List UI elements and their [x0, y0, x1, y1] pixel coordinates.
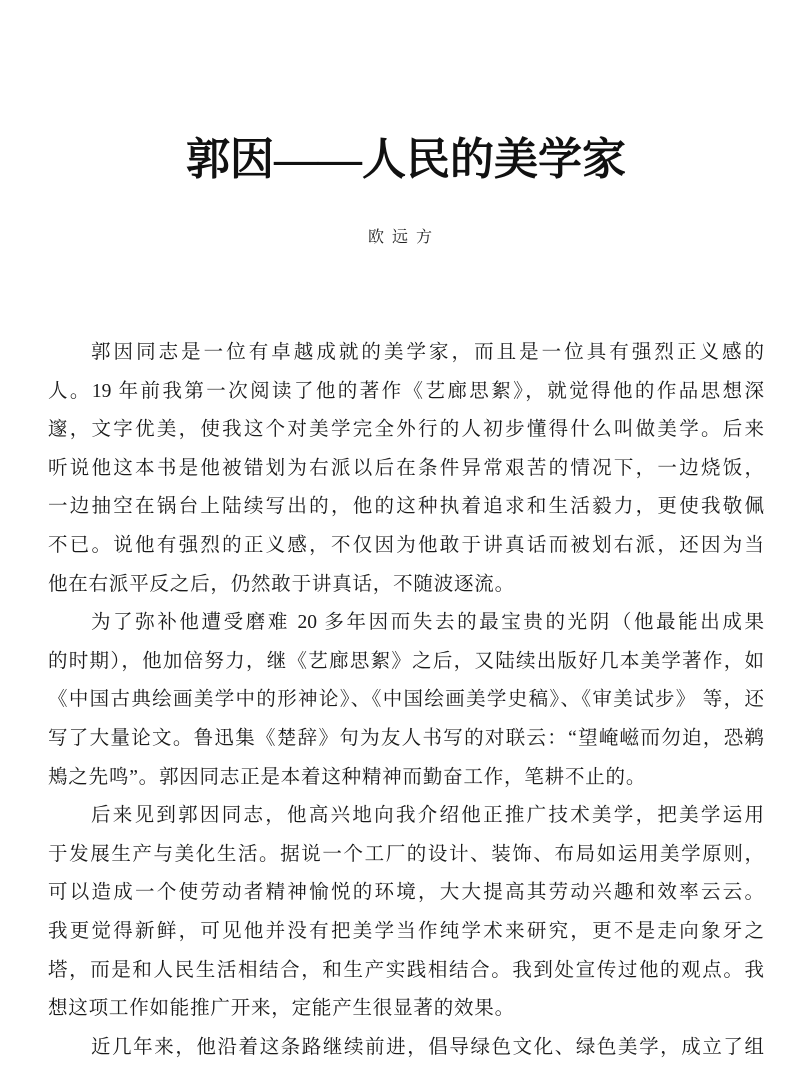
text-line: 写了大量论文。鲁迅集《楚辞》句为友人书写的对联云：“望崦嵫而勿迫，恐鹈 [48, 727, 764, 749]
text-line: 鴂之先鸣”。郭因同志正是本着这种精神而勤奋工作，笔耕不止的。 [48, 766, 647, 788]
text-line: 不已。说他有强烈的正义感，不仅因为他敢于讲真话而被划右派，还因为当 [48, 534, 764, 556]
author-name: 欧远方 [367, 229, 440, 246]
article-body [48, 334, 764, 1067]
text-line: 近几年来，他沿着这条路继续前进，倡导绿色文化、绿色美学，成立了组 [91, 1036, 764, 1058]
text-line: 人。19 年前我第一次阅读了他的著作《艺廊思絮》，就觉得他的作品思想深 [48, 380, 764, 402]
text-line: 听说他这本书是他被错划为右派以后在条件异常艰苦的情况下，一边烧饭， [48, 457, 764, 479]
text-line: 想这项工作如能推广开来，定能产生很显著的效果。 [48, 998, 515, 1020]
text-line: 可以造成一个使劳动者精神愉悦的环境，大大提高其劳动兴趣和效率云云。 [48, 882, 764, 904]
text-line: 塔，而是和人民生活相结合，和生产实践相结合。我到处宣传过他的观点。我 [48, 959, 764, 981]
text-line: 一边抽空在锅台上陆续写出的，他的这种执着追求和生活毅力，更使我敬佩 [48, 496, 764, 518]
text-line: 于发展生产与美化生活。据说一个工厂的设计、装饰、布局如运用美学原则， [48, 843, 764, 865]
paragraph [48, 604, 764, 797]
text-line: 《中国古典绘画美学中的形神论》、《中国绘画美学史稿》、《审美试步》 等，还 [48, 689, 764, 711]
text-line: 郭因同志是一位有卓越成就的美学家，而且是一位具有强烈正义感的 [91, 342, 764, 363]
text-line: 为了弥补他遭受磨难 20 多年因而失去的最宝贵的光阴（他最能出成果 [91, 612, 764, 634]
paragraph [48, 334, 764, 604]
page-title: 郭因——人民的美学家 [186, 135, 626, 184]
paragraph [48, 797, 764, 1029]
text-line: 的时期），他加倍努力，继《艺廊思絮》之后，又陆续出版好几本美学著作，如 [48, 650, 764, 672]
text-line: 后来见到郭因同志，他高兴地向我介绍他正推广技术美学，把美学运用 [91, 805, 764, 827]
paragraph [48, 1029, 764, 1068]
text-line: 邃，文字优美，使我这个对美学完全外行的人初步懂得什么叫做美学。后来 [48, 419, 764, 441]
text-line: 我更觉得新鲜，可见他并没有把美学当作纯学术来研究，更不是走向象牙之 [48, 920, 764, 942]
text-line: 他在右派平反之后，仍然敢于讲真话，不随波逐流。 [48, 573, 515, 595]
